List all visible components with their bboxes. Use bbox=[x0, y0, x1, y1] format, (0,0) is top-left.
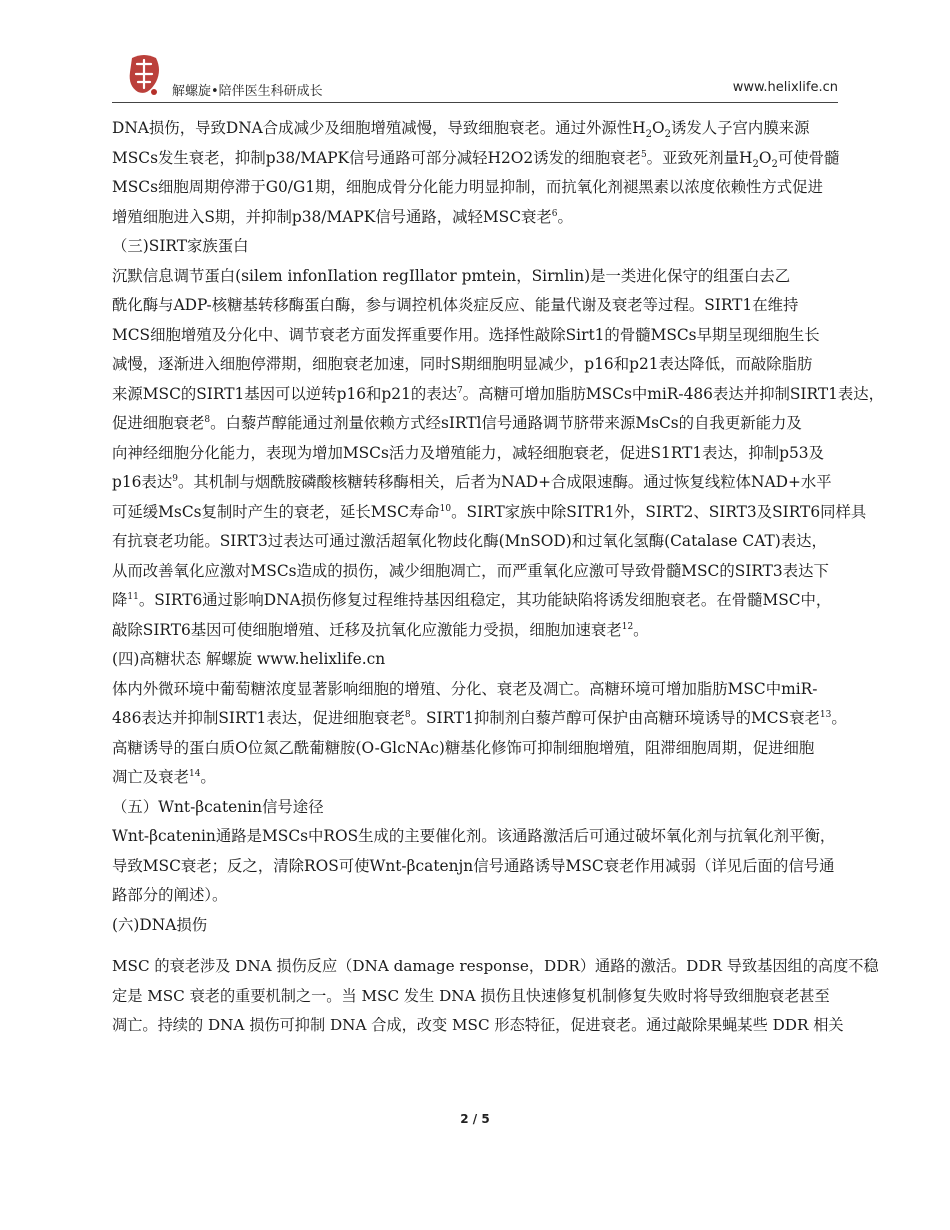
text-line: （三)SIRT家族蛋白 bbox=[112, 237, 249, 255]
header-divider bbox=[112, 102, 838, 103]
text-line: 有抗衰老功能。SIRT3过表达可通过激活超氧化物歧化酶(MnSOD)和过氧化氢酶(Catalase CAT)表达， bbox=[112, 532, 827, 550]
helix-logo-icon bbox=[124, 52, 164, 98]
page-header bbox=[112, 60, 838, 102]
text-line: 向神经细胞分化能力，表现为增加MSCs活力及增殖能力，减轻细胞衰老，促进S1RT1表达，抑制p53及 bbox=[112, 443, 824, 462]
text-line: Wnt-βcatenin通路是MSCs中ROS生成的主要催化剂。该通路激活后可通过破坏氧化剂与抗氧化剂平衡， bbox=[112, 827, 836, 845]
text-line: MSCs细胞周期停滞于G0/G1期，细胞成骨分化能力明显抑制，而抗氧化剂褪黑素以浓度依赖性方式促进 bbox=[112, 178, 823, 196]
text-line: 可延缓MsCs复制时产生的衰老，延长MSC寿命$^{10}$。SIRT家族中除SITR1外，SIRT2、SIRT3及SIRT6同样具 bbox=[112, 502, 867, 521]
text-line: 路部分的阐述）。 bbox=[112, 886, 228, 904]
text-line: 高糖诱导的蛋白质O位氮乙酰葡糖胺(O-GlcNAc)糖基化修饰可抑制细胞增殖，阻滞细胞周期，促进细胞 bbox=[112, 738, 815, 757]
paragraph-gap bbox=[112, 940, 842, 952]
text-line: MCS细胞增殖及分化中、调节衰老方面发挥重要作用。选择性敲除Sirt1的骨髓MSCs早期呈现细胞生长 bbox=[112, 325, 820, 344]
text-line: 增殖细胞进入S期，并抑制p38/MAPK信号通路，减轻MSC衰老$^6$。 bbox=[112, 207, 573, 226]
document-body bbox=[112, 114, 885, 1041]
text-line: p16表达$^9$。其机制与烟酰胺磷酸核糖转移酶相关，后者为NAD+合成限速酶。通过恢复线粒体NAD+水平 bbox=[112, 473, 832, 491]
site-url[interactable]: www.helixlife.cn bbox=[732, 80, 838, 95]
text-line: 敲除SIRT6基因可使细胞增殖、迁移及抗氧化应激能力受损，细胞加速衰老$^{12}$。 bbox=[112, 620, 649, 639]
paragraph-block-main bbox=[112, 114, 885, 940]
text-line: 从而改善氧化应激对MSCs造成的损伤，减少细胞凋亡，而严重氧化应激可导致骨髓MSC的SIRT3表达下 bbox=[112, 561, 829, 580]
text-line: 降$^{11}$。SIRT6通过影响DNA损伤修复过程维持基因组稳定，其功能缺陷将诱发细胞衰老。在骨髓MSC中， bbox=[112, 591, 832, 609]
text-line: 凋亡。持续的 DNA 损伤可抑制 DNA 合成，改变 MSC 形态特征，促进衰老。通过敲除果蝇某些 DDR 相关 bbox=[112, 1016, 844, 1034]
text-line: MSCs发生衰老，抑制p38/MAPK信号通路可部分减轻H2O2诱发的细胞衰老$^5$。亚致死剂量$H_2O_2$可使骨髓 bbox=[112, 148, 840, 170]
text-line: 酰化酶与ADP-核糖基转移酶蛋白酶，参与调控机体炎症反应、能量代谢及衰老等过程。SIRT1在维持 bbox=[112, 296, 799, 314]
text-line: 减慢，逐渐进入细胞停滞期，细胞衰老加速，同时S期细胞明显减少，p16和p21表达降低，而敲除脂肪 bbox=[112, 355, 813, 373]
text-line: DNA损伤，导致DNA合成减少及细胞增殖减慢，导致细胞衰老。通过外源性$H_2O_2$诱发人子宫内膜来源 bbox=[112, 119, 810, 141]
text-line: 486表达并抑制SIRT1表达，促进细胞衰老$^8$。SIRT1抑制剂白藜芦醇可保护由高糖环境诱导的MCS衰老$^{13}$。 bbox=[112, 709, 847, 727]
text-line: 沉默信息调节蛋白(silem infonIlation regIllator pmtein，Sirnlin)是一类进化保守的组蛋白去乙 bbox=[112, 266, 791, 285]
text-line: 定是 MSC 衰老的重要机制之一。当 MSC 发生 DNA 损伤且快速修复机制修复失败时将导致细胞衰老甚至 bbox=[112, 986, 830, 1005]
paragraph-block-ddr bbox=[112, 952, 879, 1041]
brand-slogan: 解螺旋•陪伴医生科研成长 bbox=[172, 84, 323, 99]
text-line: 促进细胞衰老$^8$。白藜芦醇能通过剂量依赖方式经sIRTl信号通路调节脐带来源MsCs的自我更新能力及 bbox=[112, 414, 802, 432]
text-line: 导致MSC衰老；反之，清除ROS可使Wnt-βcatenjn信号通路诱导MSC衰老作用减弱（详见后面的信号通 bbox=[112, 856, 835, 875]
text-line: 体内外微环境中葡萄糖浓度显著影响细胞的增殖、分化、衰老及凋亡。高糖环境可增加脂肪MSC中miR- bbox=[112, 679, 818, 698]
text-line: 来源MSC的SIRT1基因可以逆转p16和p21的表达$^7$。高糖可增加脂肪MSCs中miR-486表达并抑制SIRT1表达， bbox=[112, 384, 885, 403]
text-line: 凋亡及衰老$^{14}$。 bbox=[112, 768, 216, 786]
text-line: MSC 的衰老涉及 DNA 损伤反应（DNA damage response，DDR）通路的激活。DDR 导致基因组的高度不稳 bbox=[112, 957, 879, 975]
page-number: 2 / 5 bbox=[460, 1112, 490, 1126]
text-line: (六)DNA损伤 bbox=[112, 915, 208, 934]
text-line: (四)高糖状态 解螺旋 www.helixlife.cn bbox=[112, 650, 386, 668]
text-line: （五）Wnt-βcatenin信号途径 bbox=[112, 797, 324, 816]
